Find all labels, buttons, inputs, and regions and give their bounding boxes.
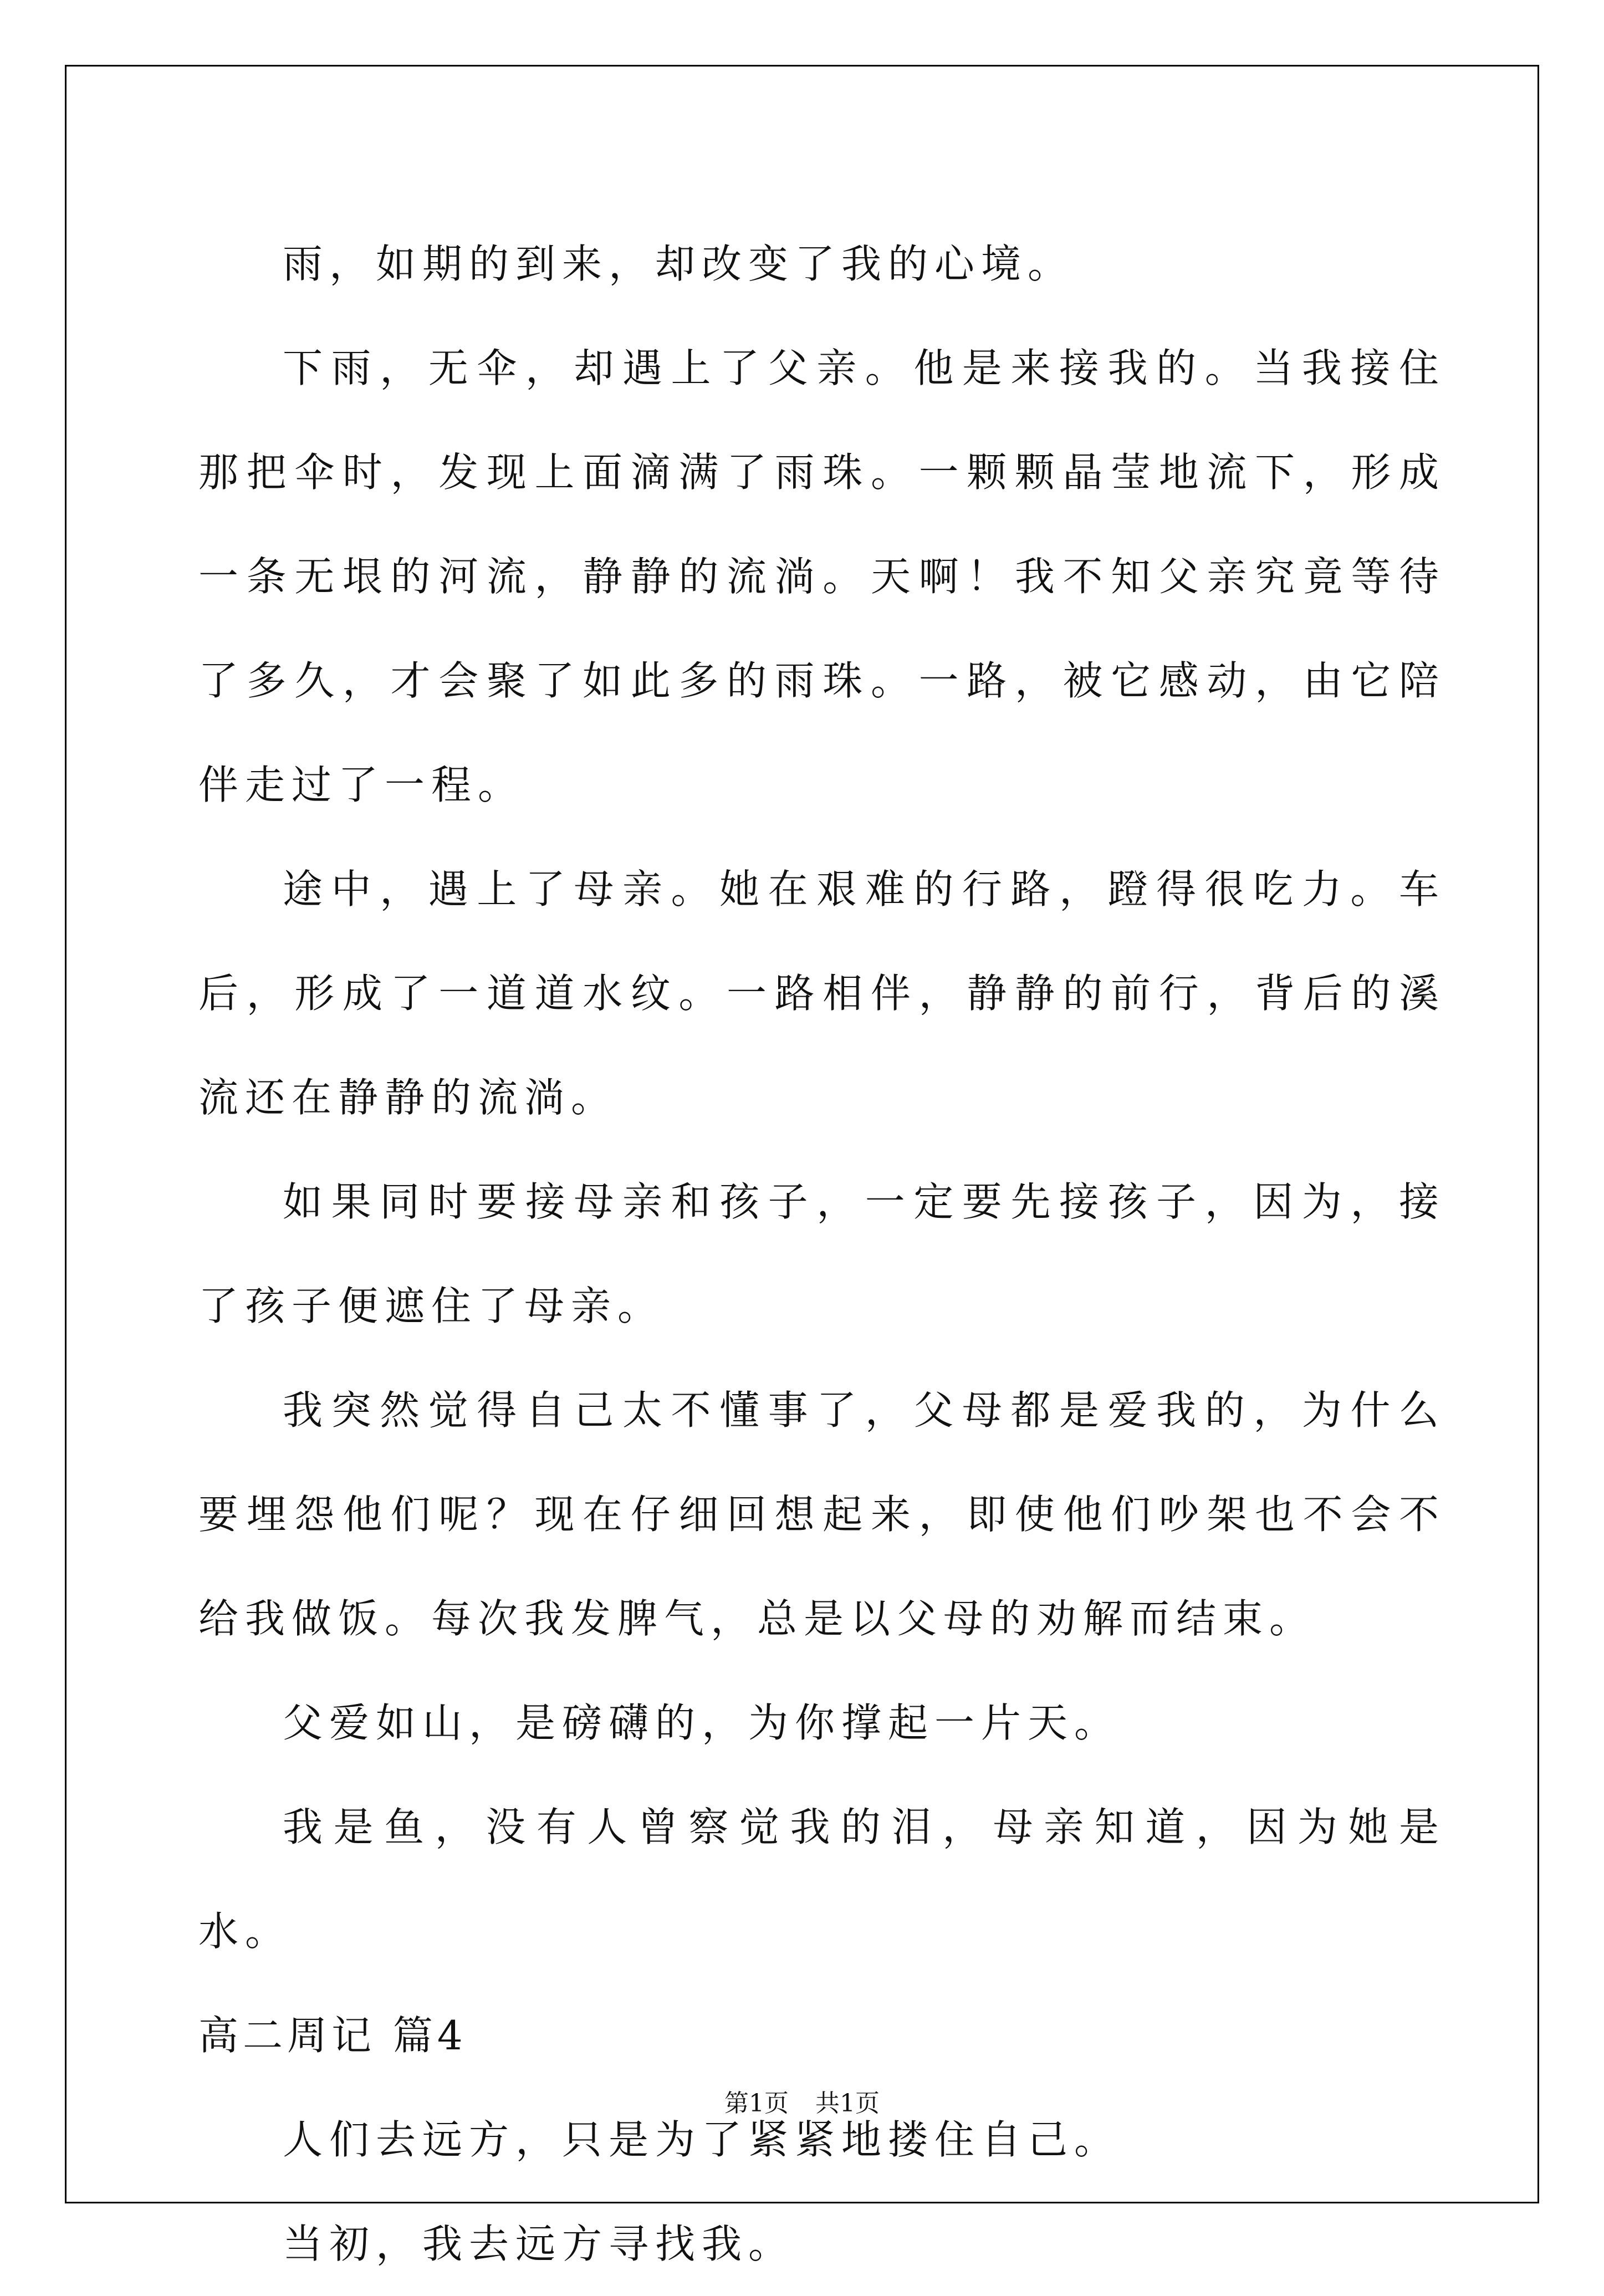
paragraph: 下雨，无伞，却遇上了父亲。他是来接我的。当我接住那把伞时，发现上面滴满了雨珠。一颗颗晶莹地流下，形成一条无垠的河流，静静的流淌。天啊！我不知父亲究竟等待了多久，才会聚了如此多的雨珠。一路，被它感动，由它陪伴走过了一程。 <box>198 345 1445 808</box>
paragraph: 当初，我去远方寻找我。 <box>283 2221 795 2267</box>
page-footer <box>0 2083 1604 2119</box>
paragraph: 雨，如期的到来，却改变了我的心境。 <box>283 241 1075 287</box>
paragraph: 我突然觉得自己太不懂事了，父母都是爱我的，为什么要埋怨他们呢？现在仔细回想起来，即使他们吵架也不会不给我做饭。每次我发脾气，总是以父母的劝解而结束。 <box>198 1387 1445 1642</box>
paragraph: 父爱如山，是磅礴的，为你撑起一片天。 <box>283 1700 1121 1746</box>
section-heading: 高二周记 篇4 <box>198 2012 467 2059</box>
document-body <box>198 212 1445 2296</box>
paragraph: 我是鱼，没有人曾察觉我的泪，母亲知道，因为她是水。 <box>198 1804 1445 1955</box>
page-number: 第1页 <box>724 2089 789 2118</box>
paragraph: 人们去远方，只是为了紧紧地搂住自己。 <box>283 2116 1121 2163</box>
paragraph: 如果同时要接母亲和孩子，一定要先接孩子，因为，接了孩子便遮住了母亲。 <box>198 1178 1445 1329</box>
page-total: 共1页 <box>815 2089 880 2118</box>
paragraph: 途中，遇上了母亲。她在艰难的行路，蹬得很吃力。车后，形成了一道道水纹。一路相伴，静静的前行，背后的溪流还在静静的流淌。 <box>198 866 1445 1121</box>
